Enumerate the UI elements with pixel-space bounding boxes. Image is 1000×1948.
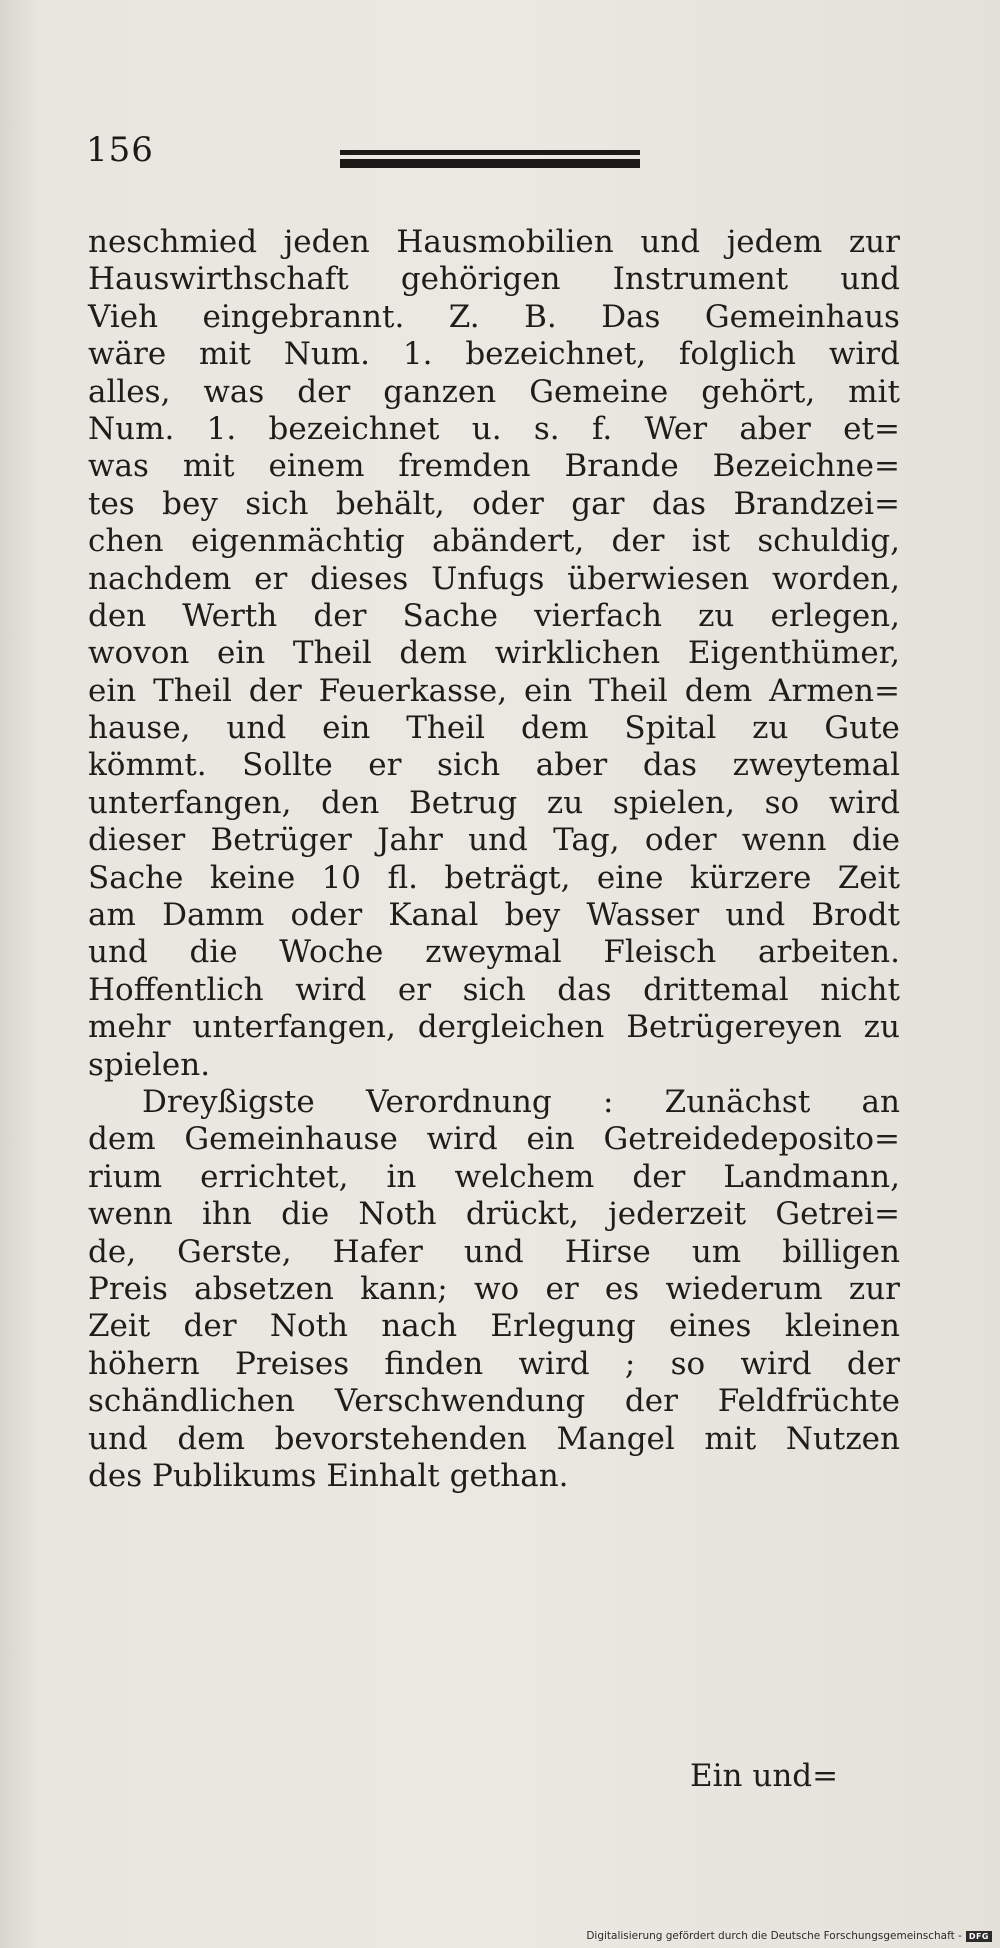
text-line: ein Theil der Feuerkasse, ein Theil dem Armen= [88,672,900,709]
text-line: am Damm oder Kanal bey Wasser und Brodt [88,897,900,934]
text-line: Num. 1. bezeichnet u. s. f. Wer aber et= [88,410,900,447]
dfg-logo: DFG [966,1931,992,1942]
text-line: und die Woche zweymal Fleisch arbeiten. [88,934,900,971]
text-line: was mit einem fremden Brande Bezeichne= [88,448,900,485]
header-rule-thin [340,150,640,155]
text-line: dem Gemeinhause wird ein Getreidedeposito= [88,1121,900,1158]
text-line: nachdem er dieses Unfugs überwiesen worden, [88,560,900,597]
page-number: 156 [86,130,154,170]
text-line: höhern Preises finden wird ; so wird der [88,1345,900,1382]
header-rule-thick [340,159,640,168]
text-line: und dem bevorstehenden Mangel mit Nutzen [88,1420,900,1457]
text-line: neschmied jeden Hausmobilien und jedem zur [88,224,900,260]
text-line: Zeit der Noth nach Erlegung eines kleinen [88,1308,900,1345]
text-line: tes bey sich behält, oder gar das Brandzei= [88,485,900,522]
header-rule [340,150,640,172]
text-line: Preis absetzen kann; wo er es wiederum zur [88,1270,900,1307]
text-line: kömmt. Sollte er sich aber das zweytemal [88,747,900,784]
text-line: dieser Betrüger Jahr und Tag, oder wenn die [88,822,900,859]
catchword: Ein und= [690,1758,839,1794]
text-line: hause, und ein Theil dem Spital zu Gute [88,710,900,747]
body-text [88,224,900,1495]
text-line: mehr unterfangen, dergleichen Betrügereyen zu [88,1009,900,1046]
text-line: de, Gerste, Hafer und Hirse um billigen [88,1233,900,1270]
text-line: spielen. [88,1046,211,1083]
text-line: des Publikums Einhalt gethan. [88,1457,569,1494]
text-line: wovon ein Theil dem wirklichen Eigenthümer, [88,635,900,672]
text-line: wenn ihn die Noth drückt, jederzeit Getrei= [88,1196,900,1233]
text-line: Vieh eingebrannt. Z. B. Das Gemeinhaus [88,298,900,335]
digitization-credit [586,1928,992,1944]
text-line: alles, was der ganzen Gemeine gehört, mit [88,373,900,410]
text-line: unterfangen, den Betrug zu spielen, so wird [88,784,900,821]
text-line: Sache keine 10 fl. beträgt, eine kürzere Zeit [88,859,900,896]
text-line: chen eigenmächtig abändert, der ist schuldig, [88,523,900,560]
text-line: Dreyßigste Verordnung : Zunächst an [142,1083,900,1120]
text-line: wäre mit Num. 1. bezeichnet, folglich wird [88,336,900,373]
text-line: rium errichtet, in welchem der Landmann, [88,1158,900,1195]
credit-text: Digitalisierung gefördert durch die Deutsche Forschungsgemeinschaft - [586,1930,962,1942]
text-line: den Werth der Sache vierfach zu erlegen, [88,597,900,634]
text-line: Hoffentlich wird er sich das drittemal nicht [88,971,900,1008]
text-line: schändlichen Verschwendung der Feldfrüchte [88,1383,900,1420]
text-line: Hauswirthschaft gehörigen Instrument und [88,261,900,298]
